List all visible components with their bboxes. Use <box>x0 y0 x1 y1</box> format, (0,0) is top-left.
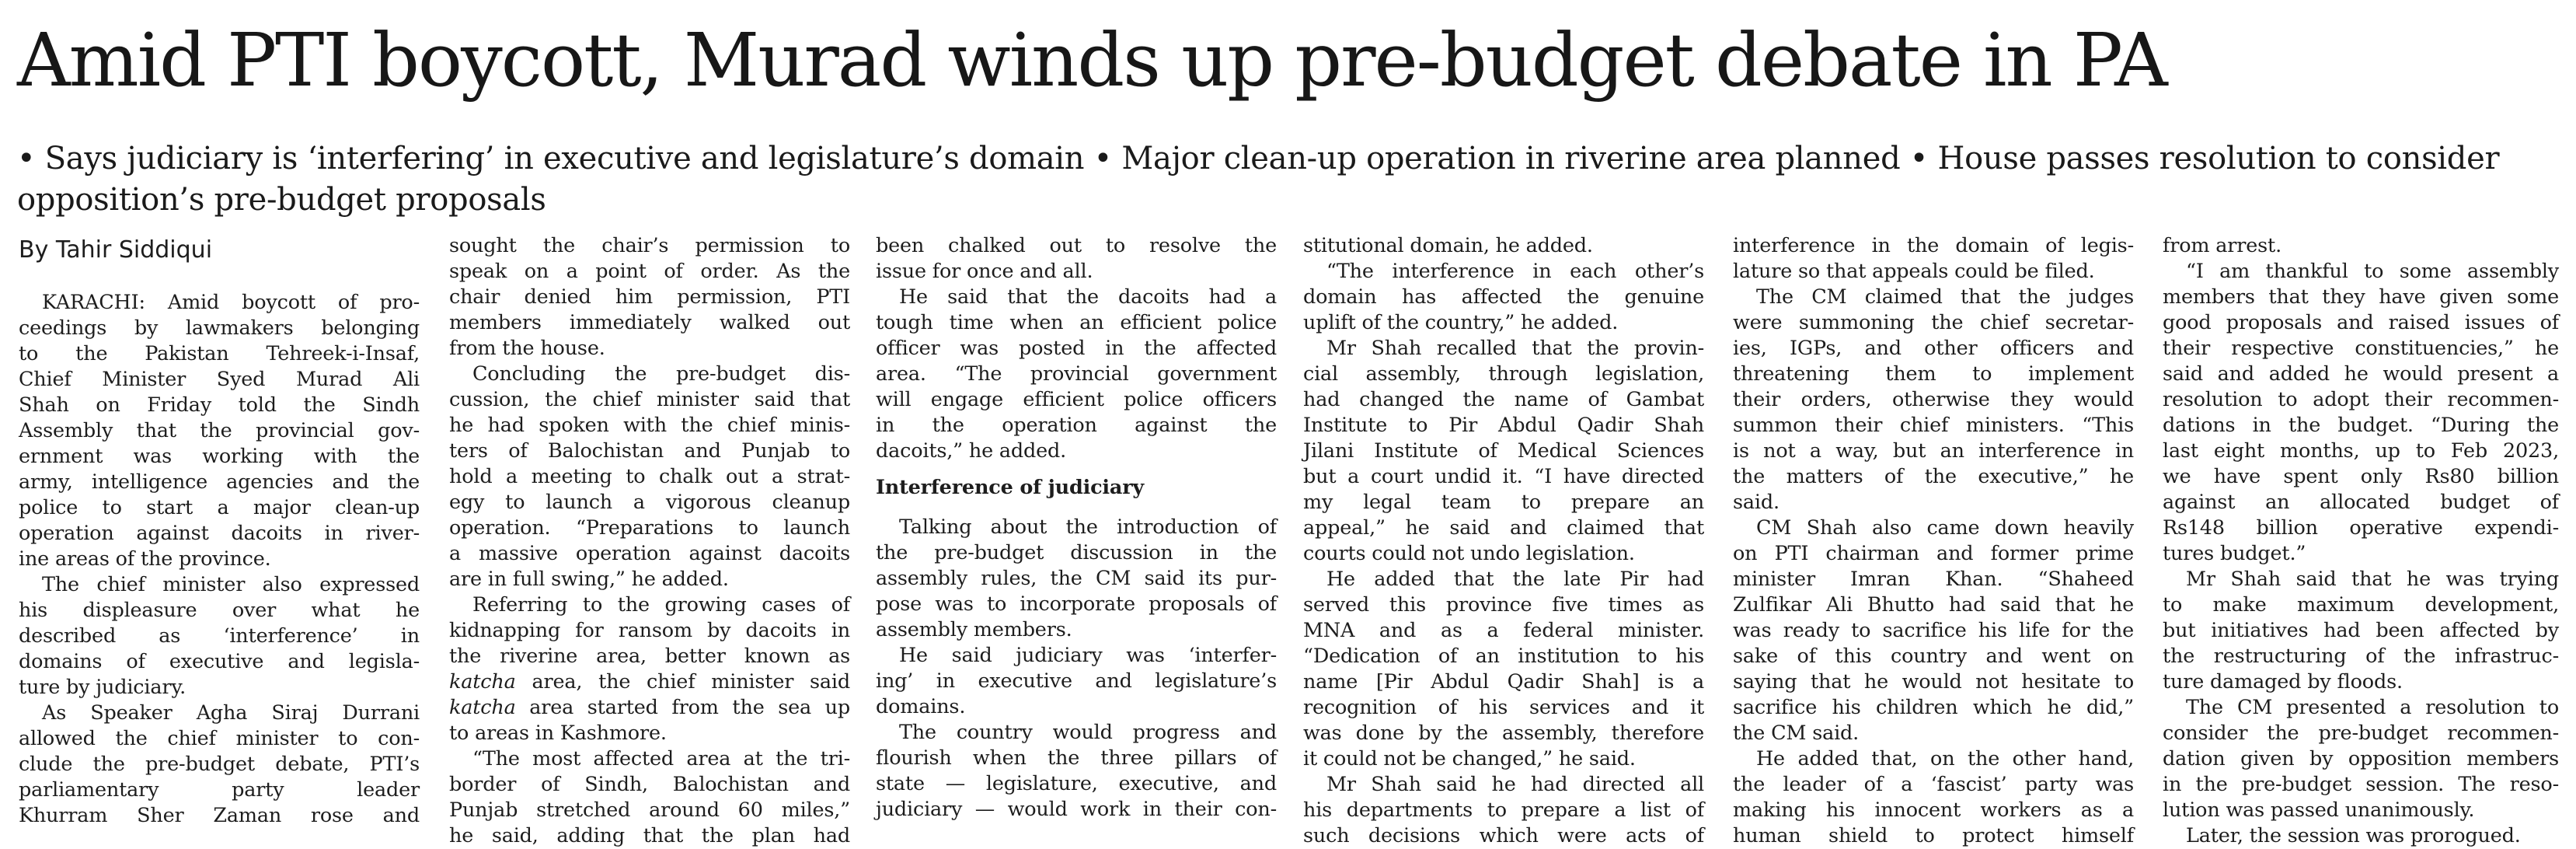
article-column-2 <box>449 233 850 849</box>
article-line: The chief minister also expressed <box>42 573 420 596</box>
article-line: issue for once and all. <box>876 260 1093 283</box>
article-line: The CM presented a resolution to <box>2186 696 2559 719</box>
article-line: tures budget.” <box>2163 542 2306 565</box>
article-line: judiciary — would work in their con- <box>876 798 1277 821</box>
article-line: my legal team to prepare an <box>1303 491 1704 514</box>
article-line: operation. “Preparations to launch <box>449 516 850 540</box>
article-line: the CM said. <box>1733 721 1860 745</box>
article-line: are in full swing,” he added. <box>449 568 729 591</box>
article-line: served this province five times as <box>1303 593 1704 617</box>
article-line: said and added he would present a <box>2163 362 2559 386</box>
article-line: summon their chief ministers. “This <box>1733 414 2134 437</box>
article-line: he had spoken with the chief minis- <box>449 414 850 437</box>
article-line: such decisions which were acts of <box>1303 824 1704 847</box>
article-line: Zulfikar Ali Bhutto had said that he <box>1733 593 2134 617</box>
article-line: been chalked out to resolve the <box>876 234 1277 257</box>
article-line: but a court undid it. “I have directed <box>1303 465 1704 488</box>
article-line: ture damaged by floods. <box>2163 670 2403 694</box>
article-line: border of Sindh, Balochistan and <box>449 773 850 796</box>
article-line: He said that the dacoits had a <box>899 285 1277 309</box>
article-line: is not a way, but an interference in <box>1733 439 2134 463</box>
article-line: minister Imran Khan. “Shaheed <box>1733 568 2134 591</box>
article-line: the pre-budget discussion in the <box>876 541 1277 564</box>
article-line: army, intelligence agencies and the <box>19 470 420 494</box>
article-line: ing’ in executive and legislature’s <box>876 669 1277 693</box>
article-line: egy to launch a vigorous cleanup <box>449 491 850 514</box>
article-line: CM Shah also came down heavily <box>1756 516 2134 540</box>
article-column-6 <box>2163 233 2559 849</box>
article-line: Punjab stretched around 60 miles,” <box>449 798 850 822</box>
article-line: the riverine area, better known as <box>449 645 850 668</box>
article-line: parliamentary party leader <box>19 778 420 802</box>
article-line: “The most affected area at the tri- <box>472 747 850 770</box>
article-line: tough time when an efficient police <box>876 311 1277 334</box>
article-line: from arrest. <box>2163 234 2281 257</box>
article-line: Khurram Sher Zaman rose and <box>19 804 420 827</box>
article-line: ernment was working with the <box>19 445 420 468</box>
article-line: members that they have given some <box>2163 285 2559 309</box>
article-line: allowed the chief minister to con- <box>19 727 420 750</box>
article-line: will engage efficient police officers <box>876 388 1277 411</box>
article-line: “I am thankful to some assembly <box>2186 260 2559 283</box>
article-line: area. “The provincial government <box>876 362 1277 386</box>
article-line: Referring to the growing cases of <box>472 593 850 617</box>
article-line: human shield to protect himself <box>1733 824 2134 847</box>
byline: By Tahir Siddiqui <box>19 236 213 264</box>
article-line: Mr Shah recalled that the provin- <box>1326 337 1704 360</box>
article-column-4 <box>1303 233 1704 849</box>
article-line: Chief Minister Syed Murad Ali <box>19 368 420 391</box>
article-line: chair denied him permission, PTI <box>449 285 850 309</box>
article-line: the matters of the executive,” he <box>1733 465 2134 488</box>
article-line: their orders, otherwise they would <box>1733 388 2134 411</box>
article-line: interference in the domain of legis- <box>1733 234 2134 257</box>
article-line: ine areas of the province. <box>19 547 271 571</box>
article-line: Later, the session was prorogued. <box>2186 824 2521 847</box>
article-line: in the pre-budget session. The reso- <box>2163 773 2559 796</box>
article-line: dacoits,” he added. <box>876 439 1067 463</box>
article-line: Mr Shah said that he was trying <box>2186 568 2559 591</box>
section-heading: Interference of judiciary <box>876 476 1145 499</box>
article-line: As Speaker Agha Siraj Durrani <box>42 701 420 725</box>
article-line: flourish when the three pillars of <box>876 746 1277 770</box>
article-line: Concluding the pre-budget dis- <box>472 362 850 386</box>
article-line: consider the pre-budget recommen- <box>2163 721 2559 745</box>
article-line: pose was to incorporate proposals of <box>876 592 1277 616</box>
article-line: He said judiciary was ‘interfer- <box>899 644 1277 667</box>
article-line: Talking about the introduction of <box>899 515 1277 539</box>
article-line: ies, IGPs, and other officers and <box>1733 337 2134 360</box>
article-line: hold a meeting to chalk out a strat- <box>449 465 850 488</box>
article-column-1 <box>19 264 420 829</box>
article-line: lature so that appeals could be filed. <box>1733 260 2095 283</box>
article-line: he said, adding that the plan had <box>449 824 850 847</box>
article-line: Mr Shah said he had directed all <box>1326 773 1704 796</box>
article-line: sake of this country and went on <box>1733 645 2134 668</box>
article-line: He added that the late Pir had <box>1326 568 1704 591</box>
article-line: members immediately walked out <box>449 311 850 334</box>
article-line: to make maximum development, <box>2163 593 2559 617</box>
article-line: domains. <box>876 695 966 718</box>
article-line: said. <box>1733 491 1779 514</box>
article-line: clude the pre-budget debate, PTI’s <box>19 753 420 776</box>
article-line: stitutional domain, he added. <box>1303 234 1593 257</box>
article-line: the leader of a ‘fascist’ party was <box>1733 773 2134 796</box>
article-line: dations in the budget. “During the <box>2163 414 2559 437</box>
article-line: had changed the name of Gambat <box>1303 388 1704 411</box>
article-line: his departments to prepare a list of <box>1303 798 1704 822</box>
article-column-3 <box>876 233 1277 823</box>
article-line: ceedings by lawmakers belonging <box>19 316 420 340</box>
article-line: KARACHI: Amid boycott of pro- <box>42 291 420 314</box>
article-line: we have spent only Rs80 billion <box>2163 465 2559 488</box>
article-line: domain has affected the genuine <box>1303 285 1704 309</box>
article-line: Jilani Institute of Medical Sciences <box>1303 439 1704 463</box>
article-line: making his innocent workers as a <box>1733 798 2134 822</box>
paragraph-gap <box>19 264 420 290</box>
article-line: from the house. <box>449 337 605 360</box>
article-line: it could not be changed,” he said. <box>1303 747 1636 770</box>
article-line: uplift of the country,” he added. <box>1303 311 1619 334</box>
article-line: name [Pir Abdul Qadir Shah] is a <box>1303 670 1704 694</box>
article-line: sacrifice his children which he did,” <box>1733 696 2134 719</box>
article-line: assembly rules, the CM said its pur- <box>876 567 1277 590</box>
article-line: Rs148 billion operative expendi- <box>2163 516 2559 540</box>
article-line: cial assembly, through legislation, <box>1303 362 1704 386</box>
article-line: katcha area started from the sea up <box>449 696 850 719</box>
article-line: domains of executive and legisla- <box>19 650 420 673</box>
article-line: appeal,” he said and claimed that <box>1303 516 1704 540</box>
article-line: officer was posted in the affected <box>876 337 1277 360</box>
article-line: ters of Balochistan and Punjab to <box>449 439 850 463</box>
article-line: “Dedication of an institution to his <box>1303 645 1704 668</box>
article-line: to areas in Kashmore. <box>449 721 667 745</box>
article-line: saying that he would not hesitate to <box>1733 670 2134 694</box>
article-line: threatening them to implement <box>1733 362 2134 386</box>
article-line: last eight months, up to Feb 2023, <box>2163 439 2559 463</box>
article-line: resolution to adopt their recommen- <box>2163 388 2559 411</box>
article-line: kidnapping for ransom by dacoits in <box>449 619 850 642</box>
article-line: MNA and as a federal minister. <box>1303 619 1704 642</box>
article-line: state — legislature, executive, and <box>876 772 1277 795</box>
article-line: a massive operation against dacoits <box>449 542 850 565</box>
article-line: on PTI chairman and former prime <box>1733 542 2134 565</box>
article-line: The CM claimed that the judges <box>1756 285 2134 309</box>
article-line: their respective constituencies,” he <box>2163 337 2559 360</box>
article-line: his displeasure over what he <box>19 599 420 622</box>
article-line: recognition of his services and it <box>1303 696 1704 719</box>
article-line: assembly members. <box>876 618 1072 641</box>
article-line: The country would progress and <box>899 721 1277 744</box>
article-line: in the operation against the <box>876 414 1277 437</box>
article-line: katcha area, the chief minister said <box>449 670 850 694</box>
article-line: “The interference in each other’s <box>1326 260 1704 283</box>
article-column-5 <box>1733 233 2134 849</box>
article-line: Institute to Pir Abdul Qadir Shah <box>1303 414 1704 437</box>
article-line: dation given by opposition members <box>2163 747 2559 770</box>
article-line: Shah on Friday told the Sindh <box>19 393 420 417</box>
article-line: police to start a major clean-up <box>19 496 420 519</box>
article-line: described as ‘interference’ in <box>19 624 420 648</box>
article-line: to the Pakistan Tehreek-i-Insaf, <box>19 342 420 365</box>
subheadline-bullets: • Says judiciary is ‘interfering’ in executive and legislature’s domain • Major clean-up operation in riverine area planned • House passes resolution to consider opposition’s pre-budget proposals <box>17 141 2500 218</box>
article-line: was ready to sacrifice his life for the <box>1733 619 2134 642</box>
article-line: but initiatives had been affected by <box>2163 619 2559 642</box>
article-line: good proposals and raised issues of <box>2163 311 2559 334</box>
article-line: lution was passed unanimously. <box>2163 798 2475 822</box>
article-line: was done by the assembly, therefore <box>1303 721 1704 745</box>
article-line: against an allocated budget of <box>2163 491 2559 514</box>
article-line: courts could not undo legislation. <box>1303 542 1635 565</box>
article-line: speak on a point of order. As the <box>449 260 850 283</box>
article-line: were summoning the chief secretar- <box>1733 311 2134 334</box>
article-line: operation against dacoits in river- <box>19 522 420 545</box>
article-line: sought the chair’s permission to <box>449 234 850 257</box>
article-line: cussion, the chief minister said that <box>449 388 850 411</box>
article-line: the restructuring of the infrastruc- <box>2163 645 2559 668</box>
article-line: He added that, on the other hand, <box>1756 747 2134 770</box>
headline: Amid PTI boycott, Murad winds up pre-budget debate in PA <box>17 18 2166 103</box>
article-line: Assembly that the provincial gov- <box>19 419 420 442</box>
article-line: ture by judiciary. <box>19 676 186 699</box>
